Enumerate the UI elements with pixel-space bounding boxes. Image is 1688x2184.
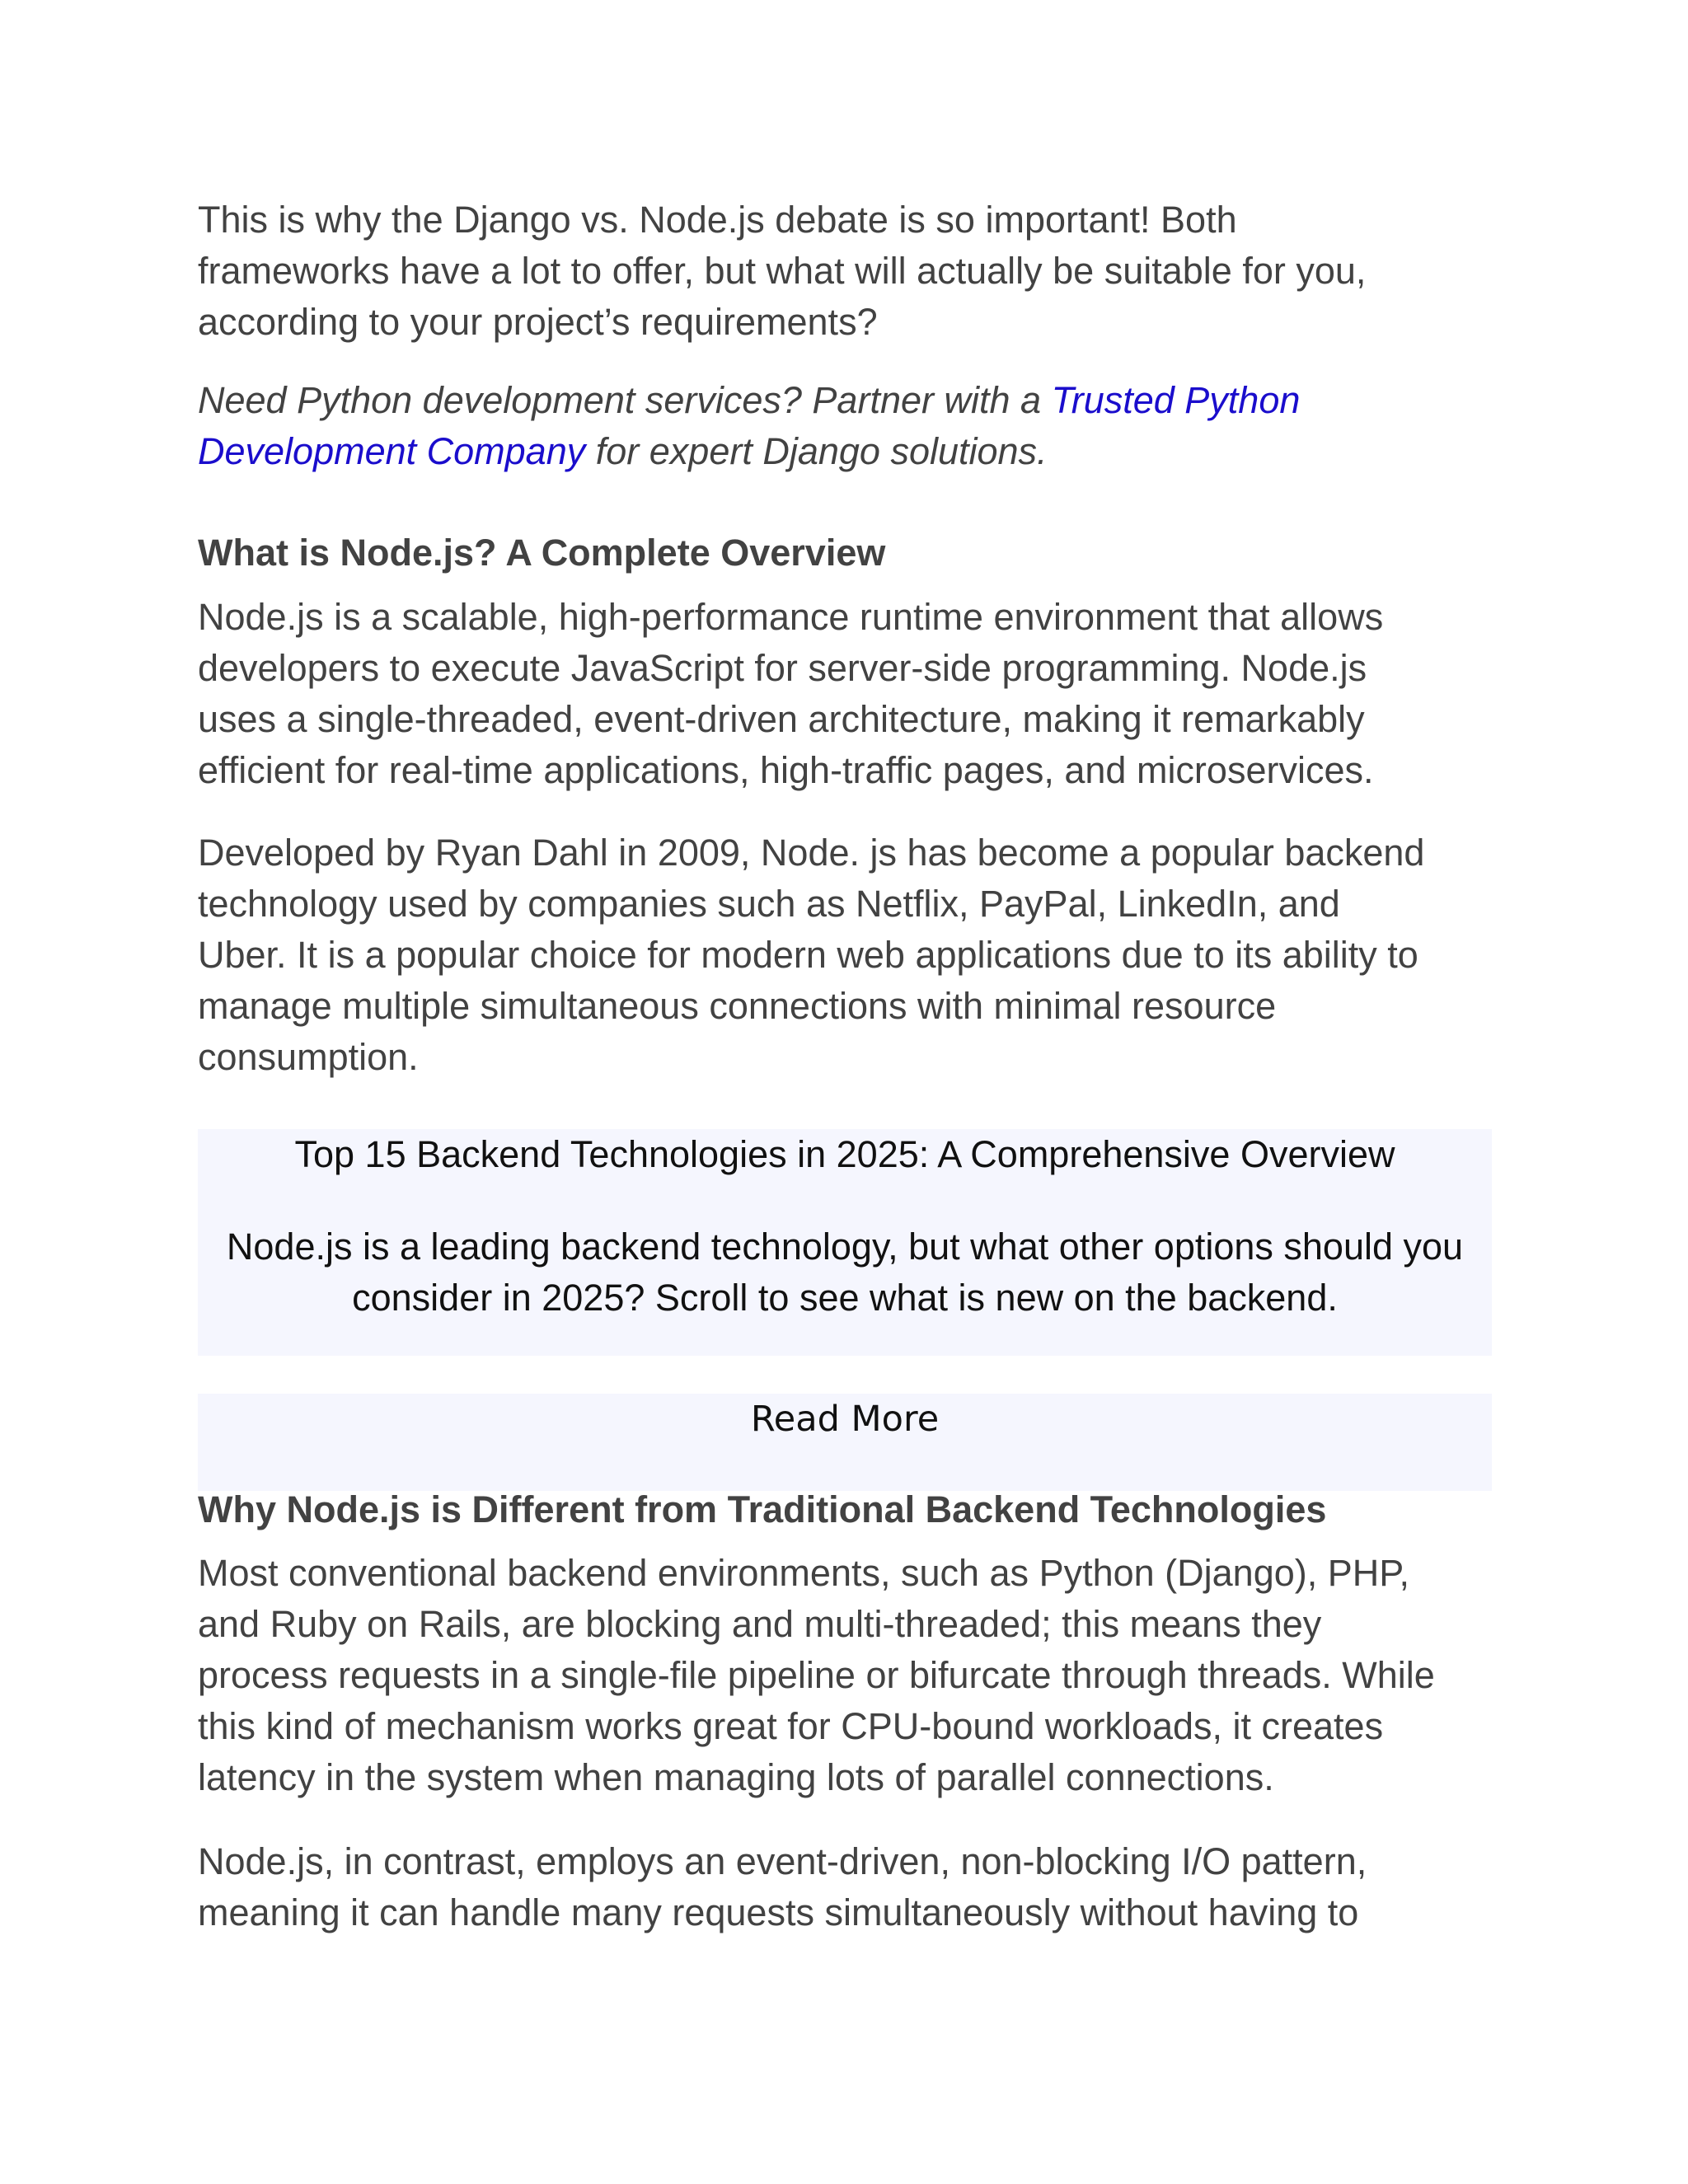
text-line: frameworks have a lot to offer, but what will actually be suitable for you, (198, 250, 1367, 292)
text-line: latency in the system when managing lots of parallel connections. (198, 1756, 1274, 1798)
promo-box (198, 1129, 1492, 1356)
text-line: developers to execute JavaScript for server-side programming. Node.js (198, 647, 1367, 689)
text-line: and Ruby on Rails, are blocking and multi-threaded; this means they (198, 1603, 1322, 1645)
text-line: process requests in a single-file pipeline or bifurcate through threads. While (198, 1654, 1435, 1696)
traditional-backends-paragraph (198, 1548, 1500, 1803)
cta-paragraph (198, 375, 1500, 477)
text-line: manage multiple simultaneous connections with minimal resource (198, 985, 1277, 1027)
section-heading-nodejs-overview: What is Node.js? A Complete Overview (198, 532, 886, 574)
python-company-link[interactable]: Trusted Python (1051, 379, 1301, 421)
text-line: uses a single-threaded, event-driven architecture, making it remarkably (198, 698, 1365, 740)
cta-suffix: for expert Django solutions. (585, 430, 1048, 472)
text-line (198, 426, 1500, 477)
text-line: this kind of mechanism works great for CPU-bound workloads, it creates (198, 1705, 1384, 1747)
text-line: Node.js is a scalable, high-performance runtime environment that allows (198, 596, 1384, 638)
text-line: This is why the Django vs. Node.js debate is so important! Both (198, 199, 1237, 241)
cta-prefix: Need Python development services? Partner with a (198, 379, 1052, 421)
section-heading-nodejs-different: Why Node.js is Different from Traditional Backend Technologies (198, 1488, 1327, 1530)
promo-description (198, 1221, 1492, 1324)
text-line: Uber. It is a popular choice for modern web applications due to its ability to (198, 934, 1418, 976)
intro-paragraph (198, 194, 1500, 348)
text-line: Developed by Ryan Dahl in 2009, Node. js has become a popular backend (198, 832, 1425, 874)
nodejs-io-paragraph (198, 1836, 1500, 1938)
nodejs-history-paragraph (198, 827, 1500, 1083)
nodejs-overview-paragraph (198, 592, 1500, 796)
python-company-link-cont[interactable]: Development Company (198, 430, 586, 472)
read-more-label: Read More (750, 1399, 940, 1440)
text-line: Node.js, in contrast, employs an event-driven, non-blocking I/O pattern, (198, 1840, 1367, 1882)
promo-title[interactable]: Top 15 Backend Technologies in 2025: A Comprehensive Overview (294, 1133, 1395, 1175)
text-line (198, 375, 1500, 426)
text-line: consider in 2025? Scroll to see what is new on the backend. (352, 1277, 1338, 1319)
text-line: consumption. (198, 1036, 419, 1078)
text-line: according to your project’s requirements? (198, 301, 878, 343)
text-line: efficient for real-time applications, high-traffic pages, and microservices. (198, 749, 1374, 791)
text-line: Node.js is a leading backend technology, but what other options should you (226, 1226, 1464, 1268)
text-line: technology used by companies such as Netflix, PayPal, LinkedIn, and (198, 883, 1340, 925)
read-more-button[interactable] (198, 1394, 1492, 1491)
text-line: meaning it can handle many requests simultaneously without having to (198, 1891, 1359, 1933)
text-line: Most conventional backend environments, such as Python (Django), PHP, (198, 1552, 1409, 1594)
